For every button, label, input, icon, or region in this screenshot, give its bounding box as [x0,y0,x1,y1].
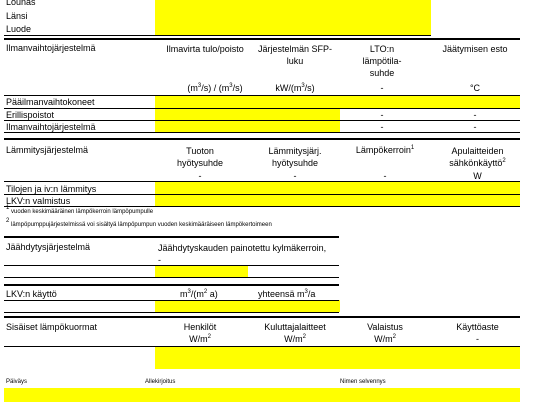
ventilation-dash: - [380,110,384,120]
section-divider [4,38,520,40]
ventilation-row-system: Ilmanvaihtojärjestelmä [6,122,96,132]
col-prod-text: Tuoton hyötysuhde [176,146,224,168]
ventilation-col-airflow [155,43,255,55]
signature-name: Nimen selvennys [340,379,386,385]
divider [4,35,431,36]
loads-col-usage: Käyttöaste [456,322,499,332]
dhw-input[interactable] [155,300,340,312]
heating-col-cop [345,145,425,155]
divider [4,108,520,109]
footnote-ref: 2 [502,158,506,164]
footnote-text: lämpöpumppujärjestelmissä voi sisältyä lämpöpumpun vuoden keskimääräiseen lämpökertoimeen [11,222,272,228]
section-divider [4,284,339,286]
divider [4,277,339,278]
unit-sup: 2 [392,334,396,340]
col-sfp-text: Järjestelmän SFP-luku [257,44,333,66]
orientation-lansi: Länsi [6,11,28,21]
section-divider [4,138,520,140]
unit-part: W/m [374,334,393,344]
ventilation-col-sfp [255,43,335,67]
ventilation-col-lto [352,43,412,79]
ventilation-col-frost [440,43,510,55]
ventilation-row-extract: Erillispoistot [6,110,55,120]
footnote-ref: 1 [410,145,415,151]
section-divider [4,236,339,238]
ventilation-dash: - [380,122,384,132]
signature-input-area[interactable] [4,388,520,402]
unit-part: /s) [232,83,243,93]
col-frost-text: Jäätymisen esto [442,44,508,54]
divider [4,300,339,301]
unit-part: kW/(m [275,83,302,93]
loads-unit-people [165,334,235,344]
unit-part: W/m [284,334,303,344]
cooling-title: Jäähdytysjärjestelmä [6,242,91,252]
col-eer-text: Jäähdytyskauden painotettu kylmäkerroin, - [158,243,327,265]
col-lto-text: LTO:n lämpötila-suhde [362,44,402,78]
divider [4,206,520,207]
ventilation-unit-frost: °C [469,83,481,93]
loads-title: Sisäiset lämpökuormat [6,322,98,332]
loads-col-devices: Kuluttajalaitteet [264,322,326,332]
dhw-total: yhteensä $m^3/a$ [258,289,316,299]
heating-title: Lämmitysjärjestelmä [6,145,89,155]
loads-unit-lighting [345,334,425,344]
col-dist-text: Lämmitysjärj. hyötysuhde [268,146,322,168]
unit-part: a) [207,289,218,299]
orientation-lounas: Lounas [6,0,36,7]
cooling-col-eer [158,242,328,266]
unit-part: (m [187,83,198,93]
unit-sup: 2 [302,334,306,340]
divider [4,132,520,133]
unit-part: /s) [304,83,315,93]
divider [4,120,520,121]
ventilation-unit-lto: - [380,83,384,93]
heating-row-dhw: LKV:n valmistus [6,196,71,206]
section-divider [4,316,520,318]
unit-part: W/m [189,334,208,344]
heating-col-dist [255,145,335,169]
unit-part: /s) / (m [201,83,230,93]
orientation-input-area[interactable] [155,0,431,35]
divider [4,312,339,313]
ventilation-dash: - [473,122,477,132]
dhw-title: LKV:n käyttö [6,289,57,299]
unit-part: /a [307,289,316,299]
orientation-luode: Luode [6,24,32,34]
cooling-input[interactable] [155,265,248,277]
unit-part: yhteensä m [258,289,305,299]
col-cop-text: Lämpökerroin [355,145,411,155]
loads-input-area[interactable] [155,347,520,369]
heating-unit-aux: W [473,171,482,181]
heating-col-aux [435,145,520,169]
heating-unit-prod: - [198,171,202,181]
col-airflow-text: Ilmavirta tulo/poisto [166,44,244,54]
ventilation-dash: - [473,110,477,120]
divider [4,194,520,195]
heating-unit-dist: - [293,171,297,181]
heating-unit-cop: - [383,171,387,181]
heating-footnote-2 [6,218,272,229]
loads-unit-devices [250,334,340,344]
col-aux-text: Apulaitteiden sähkönkäyttö [449,146,504,168]
footnote-text: vuoden keskimääräinen lämpökerroin lämpöpumpulle [11,209,154,215]
ventilation-row-main: Pääilmanvaihtokoneet [6,97,95,107]
ventilation-title: Ilmanvaihtojärjestelmä [6,43,96,53]
footnote-mark: 1 [6,205,10,211]
unit-sup: 2 [207,334,211,340]
signature-sign: Allekirjoitus [145,379,176,385]
unit-part: /(m [190,289,204,299]
heating-col-prod [165,145,235,169]
footnote-mark: 2 [6,218,10,224]
ventilation-unit-airflow: $(m^3/s) / (m^3/s)$ [187,83,243,93]
signature-date: Päiväys [6,379,28,385]
heating-footnote-1 [6,205,154,216]
loads-col-people: Henkilöt [183,322,217,332]
unit-part: m [180,289,188,299]
divider [4,265,339,266]
ventilation-unit-sfp: $kW/(m^3/s)$ [275,83,315,93]
loads-unit-usage: - [476,334,479,344]
loads-col-lighting: Valaistus [367,322,403,332]
dhw-unit: $m^3/(m^2$ a) [180,289,218,299]
heating-row-space: Tilojen ja iv:n lämmitys [6,184,97,194]
ventilation-input-main[interactable] [155,96,520,108]
